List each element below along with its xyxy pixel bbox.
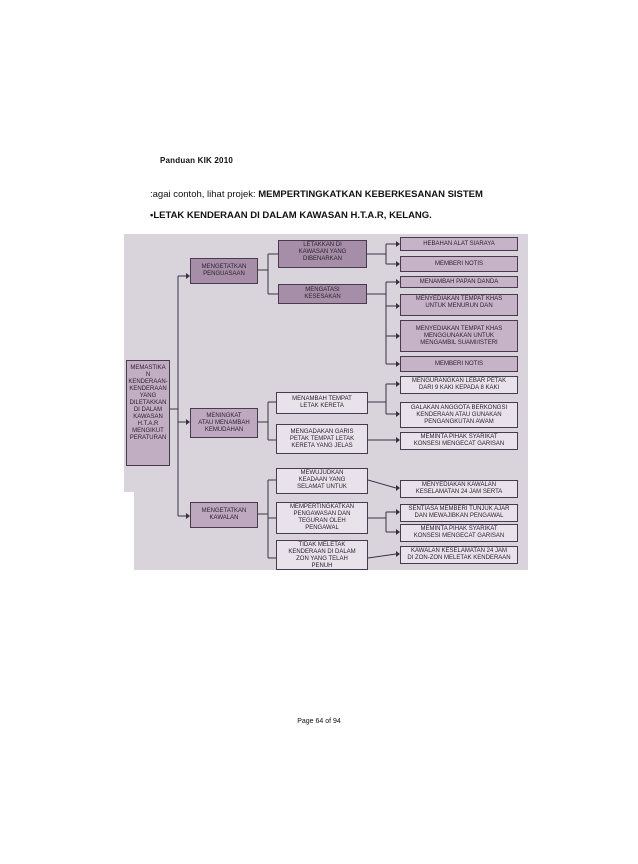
action-papan-danda: MENAMBAH PAPAN DANDA [400, 276, 518, 288]
action-kawalan-keselamatan: MENYEDIAKAN KAWALAN KESELAMATAN 24 JAM SERTA [400, 480, 518, 498]
figure-scan-edge [124, 492, 134, 570]
intro-bold-title: MEMPERTINGKATKAN KEBERKESANAN SISTEM [258, 189, 483, 200]
tactic-mengatasi-kesesakan: MENGATASI KESESAKAN [278, 284, 367, 304]
tactic-keadaan-selamat: MEWUJUDKAN KEADAAN YANG SELAMAT UNTUK [276, 468, 368, 494]
action-tempat-khas-suami-isteri: MENYEDIAKAN TEMPAT KHAS MENGGUNAKAN UNTUK MENGAMBIL SUAMI/ISTERI [400, 320, 518, 352]
action-cat-garisan-2: MEMINTA PIHAK SYARIKAT KONSESI MENGECAT GARISAN [400, 524, 518, 542]
strategy-mengetatkan-kawalan: MENGETATKAN KAWALAN [190, 502, 258, 528]
action-kurangkan-lebar-petak: MENGURANGKAN LEBAR PETAK DARI 9 KAKI KEPADA 8 KAKI [400, 376, 518, 394]
intro-paragraph [150, 184, 483, 226]
action-hebahan-alat-siaraya: HEBAHAN ALAT SIARAYA [400, 237, 518, 251]
strategy-meningkat-kemudahan: MENINGKAT ATAU MENAMBAH KEMUDAHAN [190, 408, 258, 438]
intro-line-2 [150, 205, 483, 226]
intro-bold-title-cont: •LETAK KENDERAAN DI DALAM KAWASAN H.T.A.R, KELANG. [150, 210, 432, 221]
action-memberi-notis-2: MEMBERI NOTIS [400, 356, 518, 372]
action-tempat-khas-menurun: MENYEDIAKAN TEMPAT KHAS UNTUK MENURUN DAN [400, 294, 518, 316]
action-galakan-berkongsi: GALAKAN ANGGOTA BERKONGSI KENDERAAN ATAU GUNAKAN PENGANGKUTAN AWAM [400, 402, 518, 428]
action-kawalan-zon: KAWALAN KESELAMATAN 24 JAM DI ZON-ZON MELETAK KENDERAAN [400, 546, 518, 564]
action-tunjuk-ajar-pengawal: SENTIASA MEMBERI TUNJUK AJAR DAN MEWAJIBKAN PENGAWAL [400, 504, 518, 522]
tactic-letakkan-kawasan: LETAKKAN DI KAWASAN YANG DIBENARKAN [278, 240, 367, 268]
document-header: Panduan KIK 2010 [160, 156, 234, 165]
tactic-pengawasan-teguran: MEMPERTINGKATKAN PENGAWASAN DAN TEGURAN OLEH PENGAWAL [276, 502, 368, 534]
tactic-garis-petak: MENGADAKAN GARIS PETAK TEMPAT LETAK KERETA YANG JELAS [276, 424, 368, 454]
tree-diagram-figure [124, 234, 528, 570]
intro-line-1 [150, 184, 483, 205]
action-cat-garisan-1: MEMINTA PIHAK SYARIKAT KONSESI MENGECAT GARISAN [400, 432, 518, 450]
tactic-menambah-tempat-letak: MENAMBAH TEMPAT LETAK KERETA [276, 392, 368, 414]
tactic-zon-penuh: TIDAK MELETAK KENDERAAN DI DALAM ZON YANG TELAH PENUH [276, 540, 368, 570]
action-memberi-notis-1: MEMBERI NOTIS [400, 256, 518, 272]
strategy-mengetatkan-penguasaan: MENGETATKAN PENGUASAAN [190, 258, 258, 284]
root-objective-box: MEMASTIKA N KENDERAAN- KENDERAAN YANG DILETAKKAN DI DALAM KAWASAN H.T.A.R MENGIKUT PERATURAN [126, 360, 170, 466]
intro-prefix: :agai contoh, lihat projek: [150, 189, 259, 200]
page-number: Page 64 of 94 [297, 718, 341, 725]
